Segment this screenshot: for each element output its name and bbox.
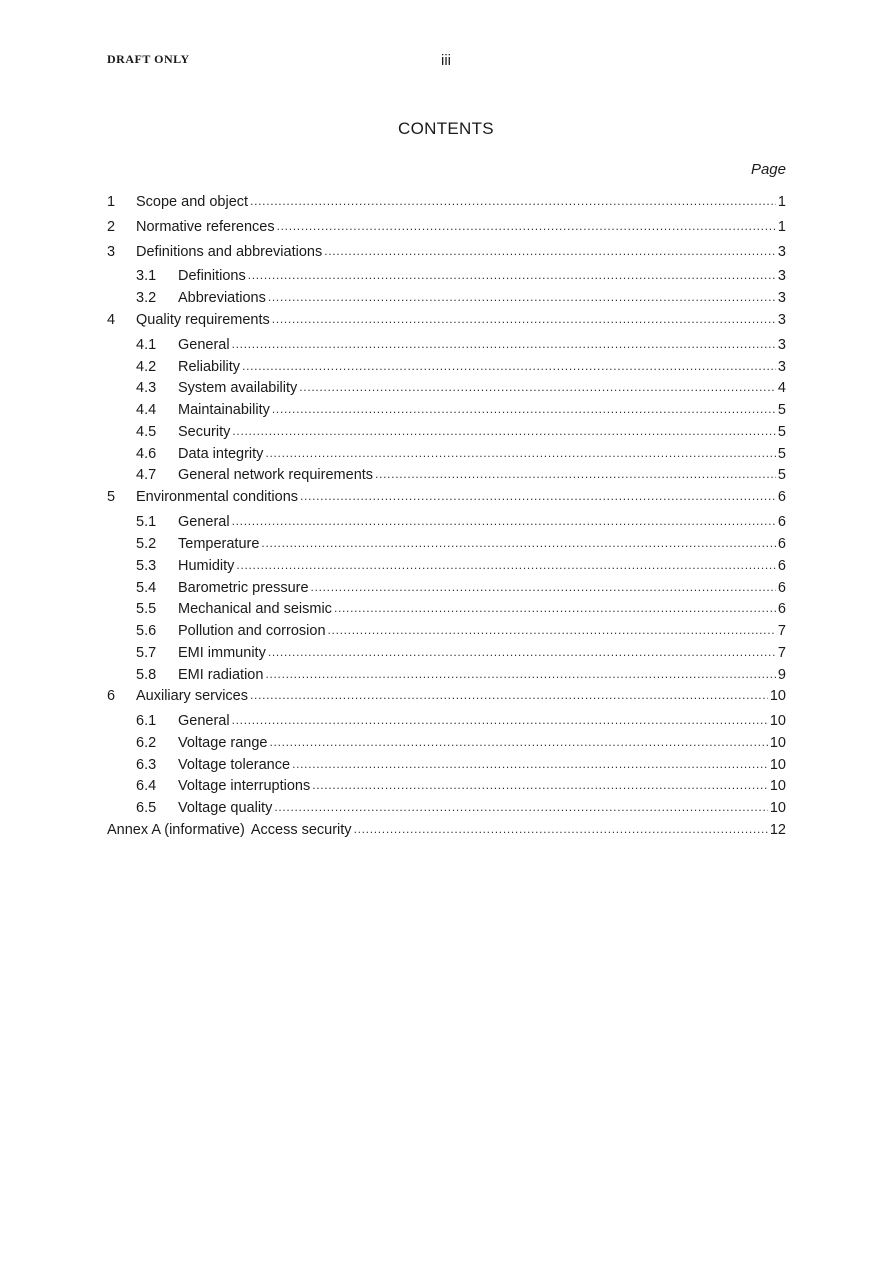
toc-entry-page: 3 — [777, 290, 786, 306]
toc-entry-number: 5.7 — [136, 645, 157, 661]
toc-entry-title: Definitions — [178, 268, 246, 284]
toc-entry-title: Barometric pressure — [178, 580, 309, 596]
toc-entry[interactable] — [107, 487, 786, 507]
draft-label: DRAFT ONLY — [107, 52, 190, 66]
toc-entry-page: 3 — [777, 359, 786, 375]
toc-entry[interactable] — [107, 422, 786, 442]
toc-entry[interactable] — [107, 512, 786, 532]
toc-entry-number: 1 — [107, 194, 116, 210]
toc-entry-title: Normative references — [136, 219, 275, 235]
dot-leader — [232, 334, 776, 354]
toc-entry[interactable] — [107, 534, 786, 554]
toc-entry-page: 6 — [777, 536, 786, 552]
dot-leader — [274, 797, 768, 817]
dot-leader — [300, 486, 776, 506]
toc-entry-page: 1 — [777, 219, 786, 235]
dot-leader — [354, 819, 768, 839]
toc-entry-number: 6.5 — [136, 800, 157, 816]
dot-leader — [248, 265, 776, 285]
toc-entry-number: 3.1 — [136, 268, 157, 284]
toc-entry-number: 4.6 — [136, 446, 157, 462]
dot-leader — [232, 421, 776, 441]
dot-leader — [232, 710, 768, 730]
toc-entry-title: General — [178, 337, 230, 353]
toc-entry[interactable] — [107, 556, 786, 576]
toc-entry[interactable] — [107, 310, 786, 330]
toc-entry-number: 5.1 — [136, 514, 157, 530]
toc-entry[interactable] — [107, 621, 786, 641]
toc-entry-page: 7 — [777, 645, 786, 661]
toc-entry[interactable] — [107, 242, 786, 262]
toc-entry-title: Temperature — [178, 536, 260, 552]
toc-entry-number: 4.5 — [136, 424, 157, 440]
dot-leader — [324, 241, 776, 261]
toc-entry-page: 4 — [777, 380, 786, 396]
page-column-label: Page — [750, 161, 786, 178]
toc-entry-page: 3 — [777, 268, 786, 284]
toc-entry[interactable] — [107, 776, 786, 796]
dot-leader — [292, 754, 768, 774]
toc-entry-number: 4.2 — [136, 359, 157, 375]
toc-entry-title: Mechanical and seismic — [178, 601, 332, 617]
dot-leader — [268, 287, 776, 307]
toc-entry-number: 4.7 — [136, 467, 157, 483]
toc-entry-number: 6 — [107, 688, 116, 704]
toc-entry-title: Environmental conditions — [136, 489, 299, 505]
toc-entry-title: Abbreviations — [178, 290, 266, 306]
toc-entry-page: 10 — [769, 757, 786, 773]
toc-entry[interactable] — [107, 288, 786, 308]
toc-entry-page: 5 — [777, 424, 786, 440]
toc-entry-title: Auxiliary services — [136, 688, 248, 704]
toc-entry[interactable] — [107, 465, 786, 485]
dot-leader — [265, 443, 775, 463]
toc-entry-page: 6 — [777, 489, 786, 505]
toc-entry-page: 3 — [777, 244, 786, 260]
toc-entry-number: 5.4 — [136, 580, 157, 596]
toc-entry-title: Scope and object — [136, 194, 249, 210]
dot-leader — [277, 216, 776, 236]
toc-entry[interactable] — [107, 665, 786, 685]
toc-entry-number: Annex A (informative) — [107, 822, 245, 838]
toc-entry-number: 6.2 — [136, 735, 157, 751]
toc-entry-title: Data integrity — [178, 446, 264, 462]
toc-entry-number: 4.4 — [136, 402, 157, 418]
toc-entry-title: EMI radiation — [178, 667, 264, 683]
toc-entry-page: 10 — [769, 778, 786, 794]
dot-leader — [232, 511, 776, 531]
toc-entry-title: Quality requirements — [136, 312, 270, 328]
toc-entry-page: 7 — [777, 623, 786, 639]
dot-leader — [272, 309, 776, 329]
dot-leader — [299, 377, 776, 397]
toc-entry[interactable] — [107, 266, 786, 286]
dot-leader — [328, 620, 776, 640]
dot-leader — [270, 732, 768, 752]
toc-entry-title: Voltage range — [178, 735, 268, 751]
toc-entry-number: 4.1 — [136, 337, 157, 353]
toc-entry[interactable] — [107, 378, 786, 398]
toc-entry[interactable] — [107, 711, 786, 731]
toc-entry[interactable] — [107, 335, 786, 355]
toc-entry-page: 10 — [769, 735, 786, 751]
toc-entry-page: 5 — [777, 402, 786, 418]
toc-entry-title: Pollution and corrosion — [178, 623, 326, 639]
toc-entry[interactable] — [107, 643, 786, 663]
toc-entry[interactable] — [107, 798, 786, 818]
toc-entry-number: 5.8 — [136, 667, 157, 683]
toc-entry-number: 5.3 — [136, 558, 157, 574]
dot-leader — [312, 775, 768, 795]
dot-leader — [236, 555, 776, 575]
toc-entry[interactable] — [107, 820, 786, 840]
toc-entry-number: 3.2 — [136, 290, 157, 306]
toc-entry-title: Definitions and abbreviations — [136, 244, 323, 260]
dot-leader — [242, 356, 776, 376]
toc-entry[interactable] — [107, 599, 786, 619]
dot-leader — [250, 191, 776, 211]
toc-entry-page: 10 — [769, 800, 786, 816]
toc-entry-number: 4 — [107, 312, 116, 328]
toc-entry[interactable] — [107, 217, 786, 237]
toc-entry-page: 12 — [769, 822, 786, 838]
toc-entry-page: 6 — [777, 514, 786, 530]
toc-entry-title: Humidity — [178, 558, 235, 574]
toc-entry-title: System availability — [178, 380, 298, 396]
toc-entry-number: 3 — [107, 244, 116, 260]
toc-entry[interactable] — [107, 400, 786, 420]
toc-entry[interactable] — [107, 578, 786, 598]
toc-entry-number: 6.4 — [136, 778, 157, 794]
toc-entry-number: 5.5 — [136, 601, 157, 617]
dot-leader — [265, 664, 775, 684]
page-number: iii — [441, 52, 451, 69]
dot-leader — [272, 399, 776, 419]
toc-entry[interactable] — [107, 357, 786, 377]
toc-entry-title: Voltage quality — [178, 800, 273, 816]
toc-entry-number: 5.6 — [136, 623, 157, 639]
toc-entry[interactable] — [107, 686, 786, 706]
toc-entry-number: 4.3 — [136, 380, 157, 396]
dot-leader — [261, 533, 776, 553]
toc-entry[interactable] — [107, 192, 786, 212]
toc-entry-title: General — [178, 713, 230, 729]
toc-entry-number: 6.1 — [136, 713, 157, 729]
toc-entry-number: 2 — [107, 219, 116, 235]
toc-entry-page: 3 — [777, 312, 786, 328]
toc-entry-page: 5 — [777, 446, 786, 462]
toc-entry[interactable] — [107, 755, 786, 775]
toc-entry-title: Voltage interruptions — [178, 778, 311, 794]
dot-leader — [334, 598, 776, 618]
toc-entry[interactable] — [107, 444, 786, 464]
toc-entry-title: General network requirements — [178, 467, 374, 483]
toc-entry-page: 6 — [777, 580, 786, 596]
toc-entry-title: General — [178, 514, 230, 530]
toc-entry-number: 5 — [107, 489, 116, 505]
toc-entry-number: 6.3 — [136, 757, 157, 773]
toc-entry-page: 6 — [777, 601, 786, 617]
page-title: CONTENTS — [398, 119, 494, 138]
toc-entry-page: 5 — [777, 467, 786, 483]
dot-leader — [250, 685, 768, 705]
dot-leader — [311, 577, 776, 597]
toc-entry-title: Voltage tolerance — [178, 757, 291, 773]
toc-entry-title: Security — [178, 424, 231, 440]
toc-entry-title: Access security — [250, 822, 352, 838]
dot-leader — [375, 464, 776, 484]
toc-entry-page: 3 — [777, 337, 786, 353]
toc-entry-title: EMI immunity — [178, 645, 266, 661]
toc-entry-page: 10 — [769, 688, 786, 704]
toc-entry-title: Reliability — [178, 359, 241, 375]
toc-entry-page: 10 — [769, 713, 786, 729]
toc-entry-page: 6 — [777, 558, 786, 574]
dot-leader — [268, 642, 776, 662]
toc-entry-title: Maintainability — [178, 402, 270, 418]
toc-entry-number: 5.2 — [136, 536, 157, 552]
toc-entry-page: 9 — [777, 667, 786, 683]
toc-entry[interactable] — [107, 733, 786, 753]
toc-entry-page: 1 — [777, 194, 786, 210]
